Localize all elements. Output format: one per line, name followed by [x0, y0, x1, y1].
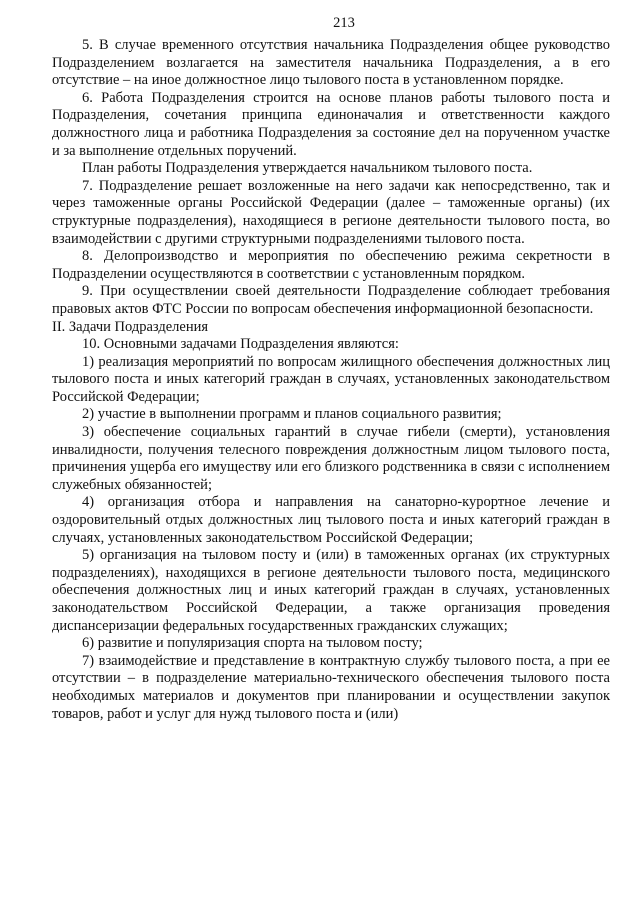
task-item-7: 7) взаимодействие и представление в контрактную службу тылового поста, а при ее отсутствии – в подразделение материально-технического обеспечения тылового поста необходимых материалов и документов при планировании и осуществлении закупок товаров, работ и услуг для нужд тылового поста и (или) — [52, 652, 610, 722]
paragraph-work-plan: План работы Подразделения утверждается начальником тылового поста. — [82, 160, 533, 177]
paragraph-5: 5. В случае временного отсутствия начальника Подразделения общее руководство Подразделением возлагается на заместителя начальника Подразделения, а в его отсутствие – на иное должностное лицо тылового поста в установленном порядке. — [52, 37, 610, 89]
paragraph-8: 8. Делопроизводство и мероприятия по обеспечению режима секретности в Подразделении осуществляются в соответствии с установленным порядком. — [52, 248, 610, 282]
section-title: II. Задачи Подразделения — [52, 318, 209, 335]
paragraph-10: 10. Основными задачами Подразделения являются: — [82, 336, 399, 353]
paragraph-9: 9. При осуществлении своей деятельности Подразделение соблюдает требования правовых актов ФТС России по вопросам обеспечения информационной безопасности. — [52, 283, 610, 317]
task-item-5: 5) организация на тыловом посту и (или) в таможенных органах (их структурных подразделениях), находящихся в регионе деятельности тылового поста, медицинского обеспечения должностных лиц и иных категорий граждан в случаях, установленных законодательством Российской Федерации, а также организация проведения диспансеризации федеральных государственных гражданских служащих; — [52, 547, 610, 634]
task-item-2: 2) участие в выполнении программ и планов социального развития; — [82, 406, 502, 423]
paragraph-6: 6. Работа Подразделения строится на основе планов работы тылового поста и Подразделения, сочетания принципа единоначалия и ответственности каждого должностного лица и работника Подразделения за состояние дел на порученном участке и за выполнение отдельных поручений. — [52, 89, 610, 159]
task-item-6: 6) развитие и популяризация спорта на тыловом посту; — [82, 635, 423, 652]
page-number: 213 — [333, 15, 355, 31]
paragraph-7: 7. Подразделение решает возложенные на него задачи как непосредственно, так и через таможенные органы Российской Федерации (далее – таможенные органы) (их структурные подразделения), находящиеся в регионе деятельности тылового поста, во взаимодействии с другими структурными подразделениями тылового поста. — [52, 177, 610, 247]
task-item-4: 4) организация отбора и направления на санаторно-курортное лечение и оздоровительный отдых должностных лиц тылового поста и иных категорий граждан в случаях, установленных законодательством Российской Федерации; — [52, 494, 610, 546]
task-item-1: 1) реализация мероприятий по вопросам жилищного обеспечения должностных лиц тылового поста и иных категорий граждан в случаях, установленных законодательством Российской Федерации; — [52, 353, 610, 405]
document-body — [52, 37, 610, 723]
task-item-3: 3) обеспечение социальных гарантий в случае гибели (смерти), установления инвалидности, получения телесного повреждения должностным лицом тылового поста, причинения ущерба его имуществу или его близкого родственника в связи с исполнением служебных обязанностей; — [52, 424, 610, 493]
